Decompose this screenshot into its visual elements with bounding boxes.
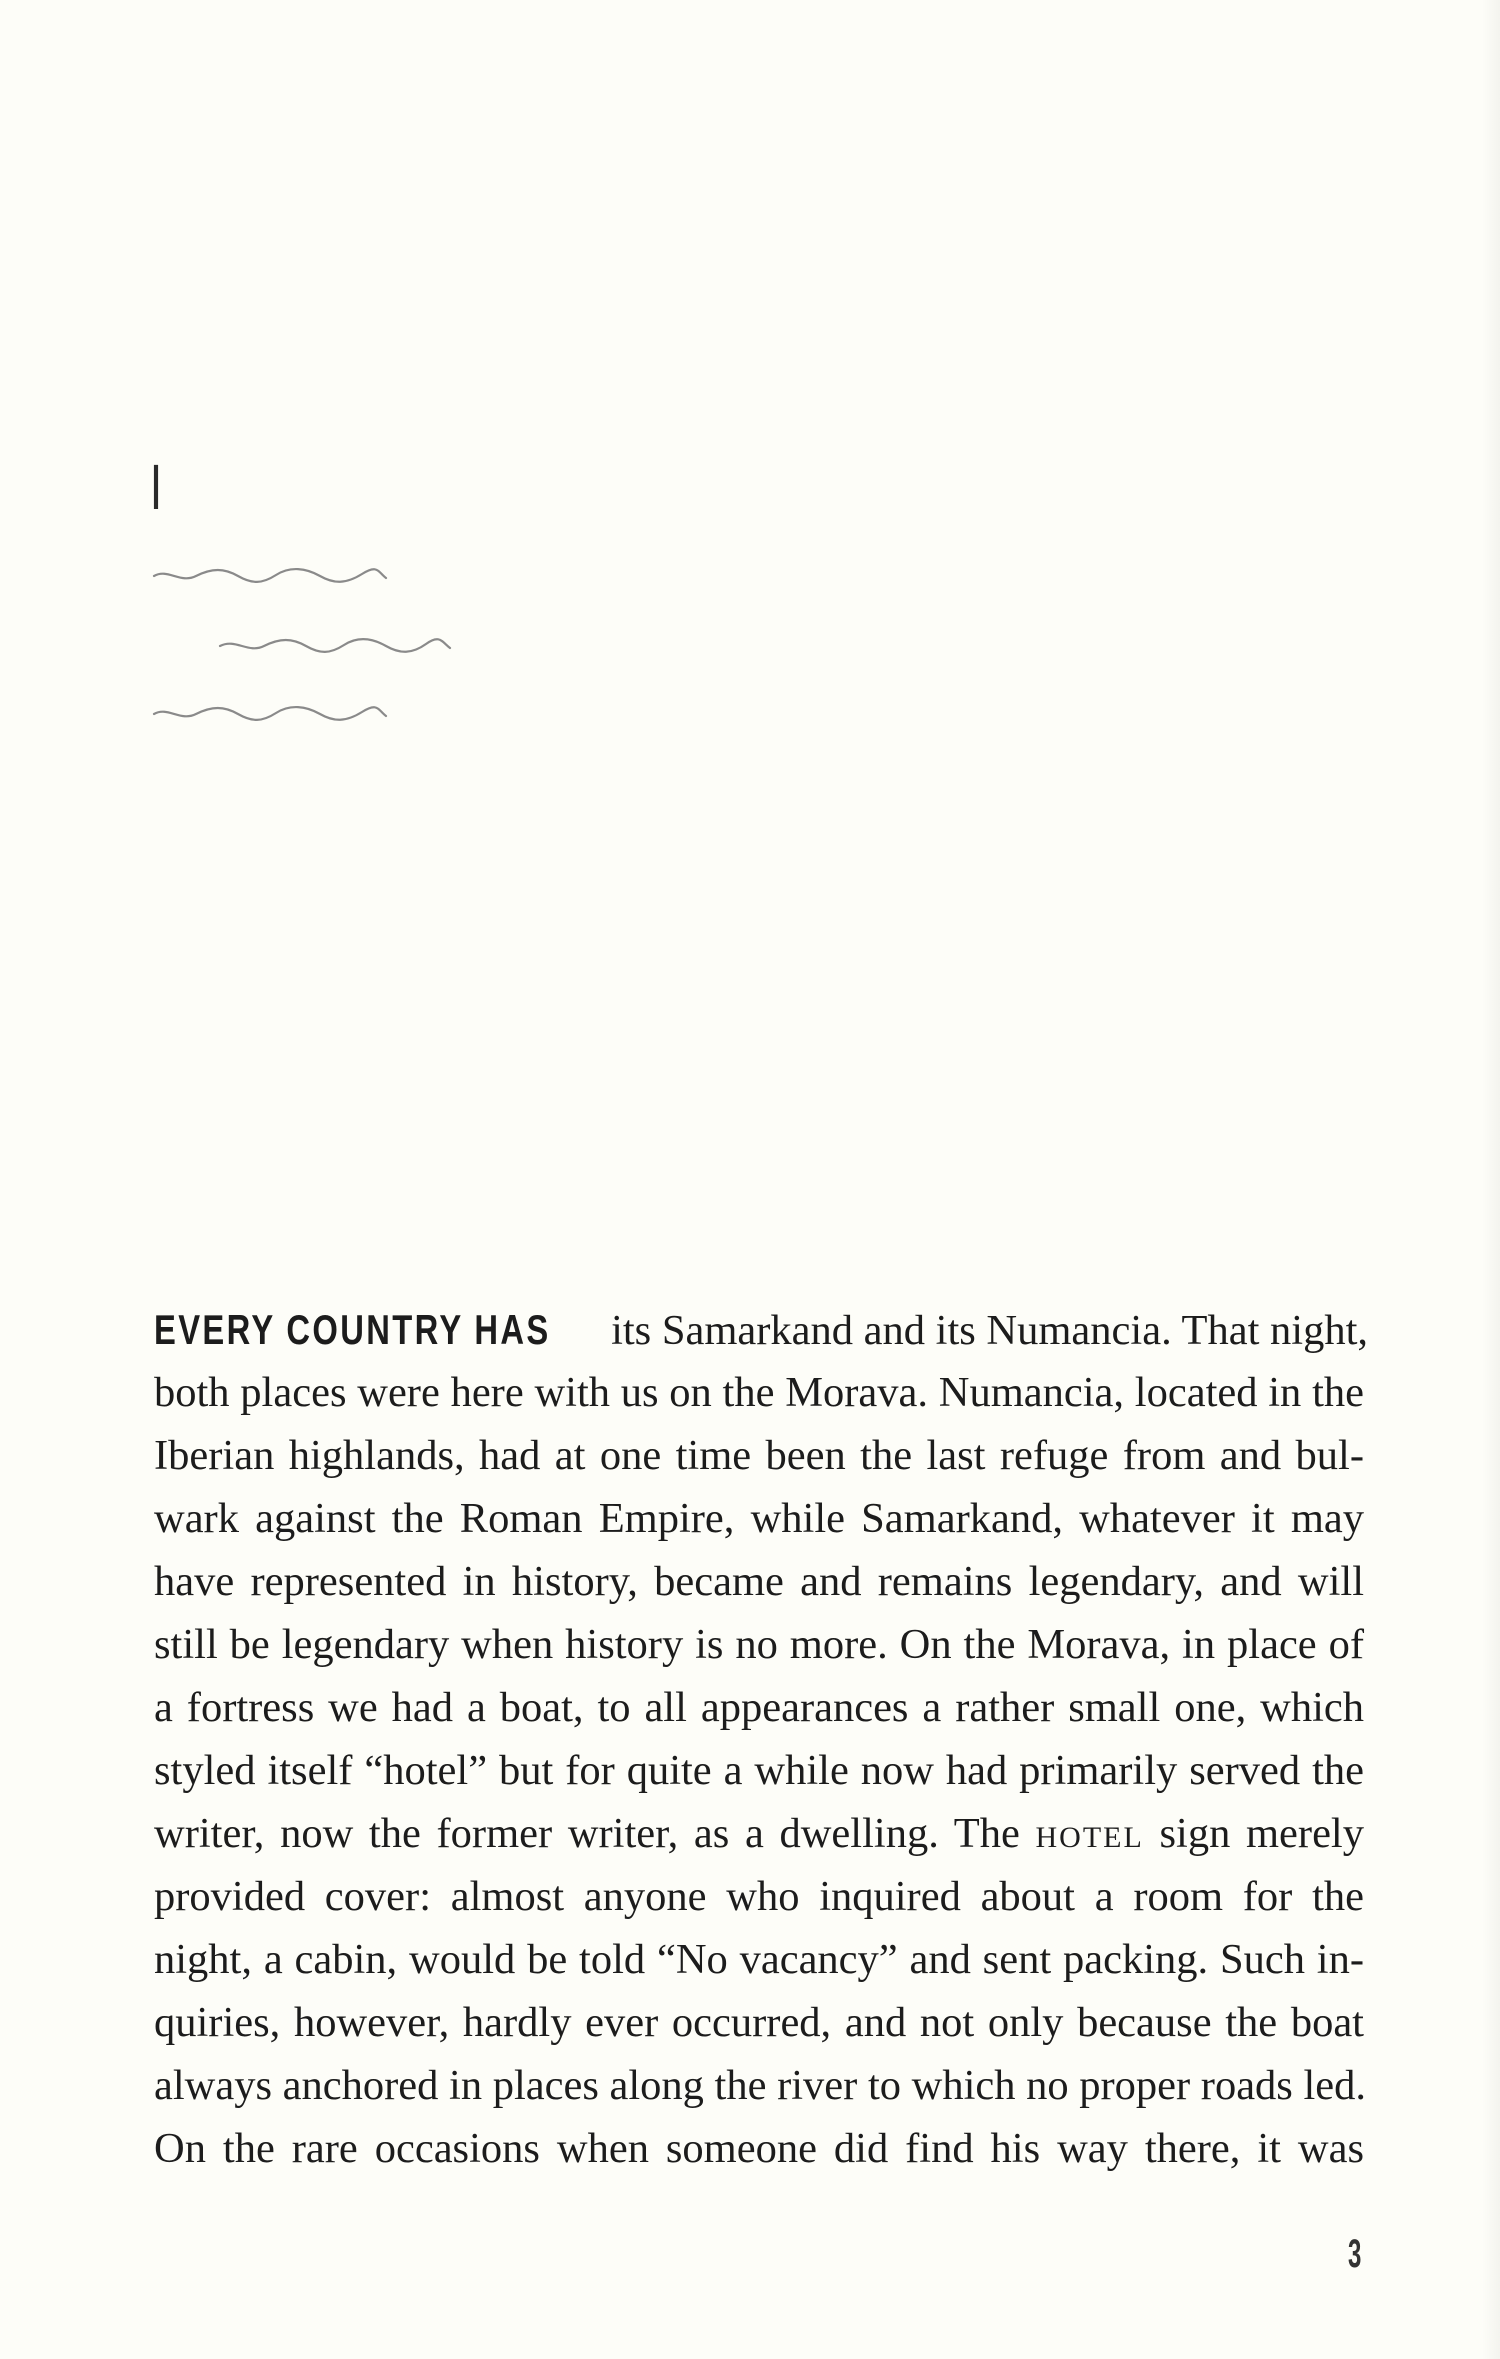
text-line-5: have represented in history, became and remains legendary, and will xyxy=(154,1558,1364,1605)
text-line-14: On the rare occasions when someone did find his way there, it was xyxy=(154,2125,1364,2172)
text-line-12: quiries, however, hardly ever occurred, and not only because the boat xyxy=(154,1999,1364,2046)
text-line-1-rest: its Samarkand and its Numancia. That night, xyxy=(600,1307,1369,1354)
text-line-7: a fortress we had a boat, to all appearances a rather small one, which xyxy=(154,1684,1364,1731)
page-edge-shadow xyxy=(1482,0,1500,2359)
body-text xyxy=(154,1298,1369,2180)
wave-line-1 xyxy=(154,569,386,582)
page-number: 3 xyxy=(1348,2232,1362,2276)
text-line-10: provided cover: almost anyone who inquired about a room for the xyxy=(154,1873,1364,1920)
text-line-8: styled itself “hotel” but for quite a while now had primarily served the xyxy=(154,1747,1364,1794)
hotel-sign-word: hotel xyxy=(1035,1810,1144,1857)
text-line-11: night, a cabin, would be told “No vacancy” and sent packing. Such in- xyxy=(154,1936,1364,1983)
text-line-2: both places were here with us on the Morava. Numancia, located in the xyxy=(154,1369,1364,1416)
text-line-13: always anchored in places along the river to which no proper roads led. xyxy=(154,2062,1367,2109)
chapter-number: I xyxy=(152,451,161,523)
text-line-1 xyxy=(154,1298,1369,1361)
text-line-4: wark against the Roman Empire, while Samarkand, whatever it may xyxy=(154,1495,1364,1542)
wave-line-2 xyxy=(220,639,450,652)
text-line-9: writer, now the former writer, as a dwelling. The hotel sign merely xyxy=(154,1810,1364,1857)
lead-in-text: EVERY COUNTRY HAS xyxy=(154,1306,551,1353)
text-line-6: still be legendary when history is no more. On the Morava, in place of xyxy=(154,1621,1364,1668)
wave-line-3 xyxy=(154,707,386,720)
text-line-3: Iberian highlands, had at one time been the last refuge from and bul- xyxy=(154,1432,1364,1479)
wave-ornament-icon xyxy=(150,562,470,742)
